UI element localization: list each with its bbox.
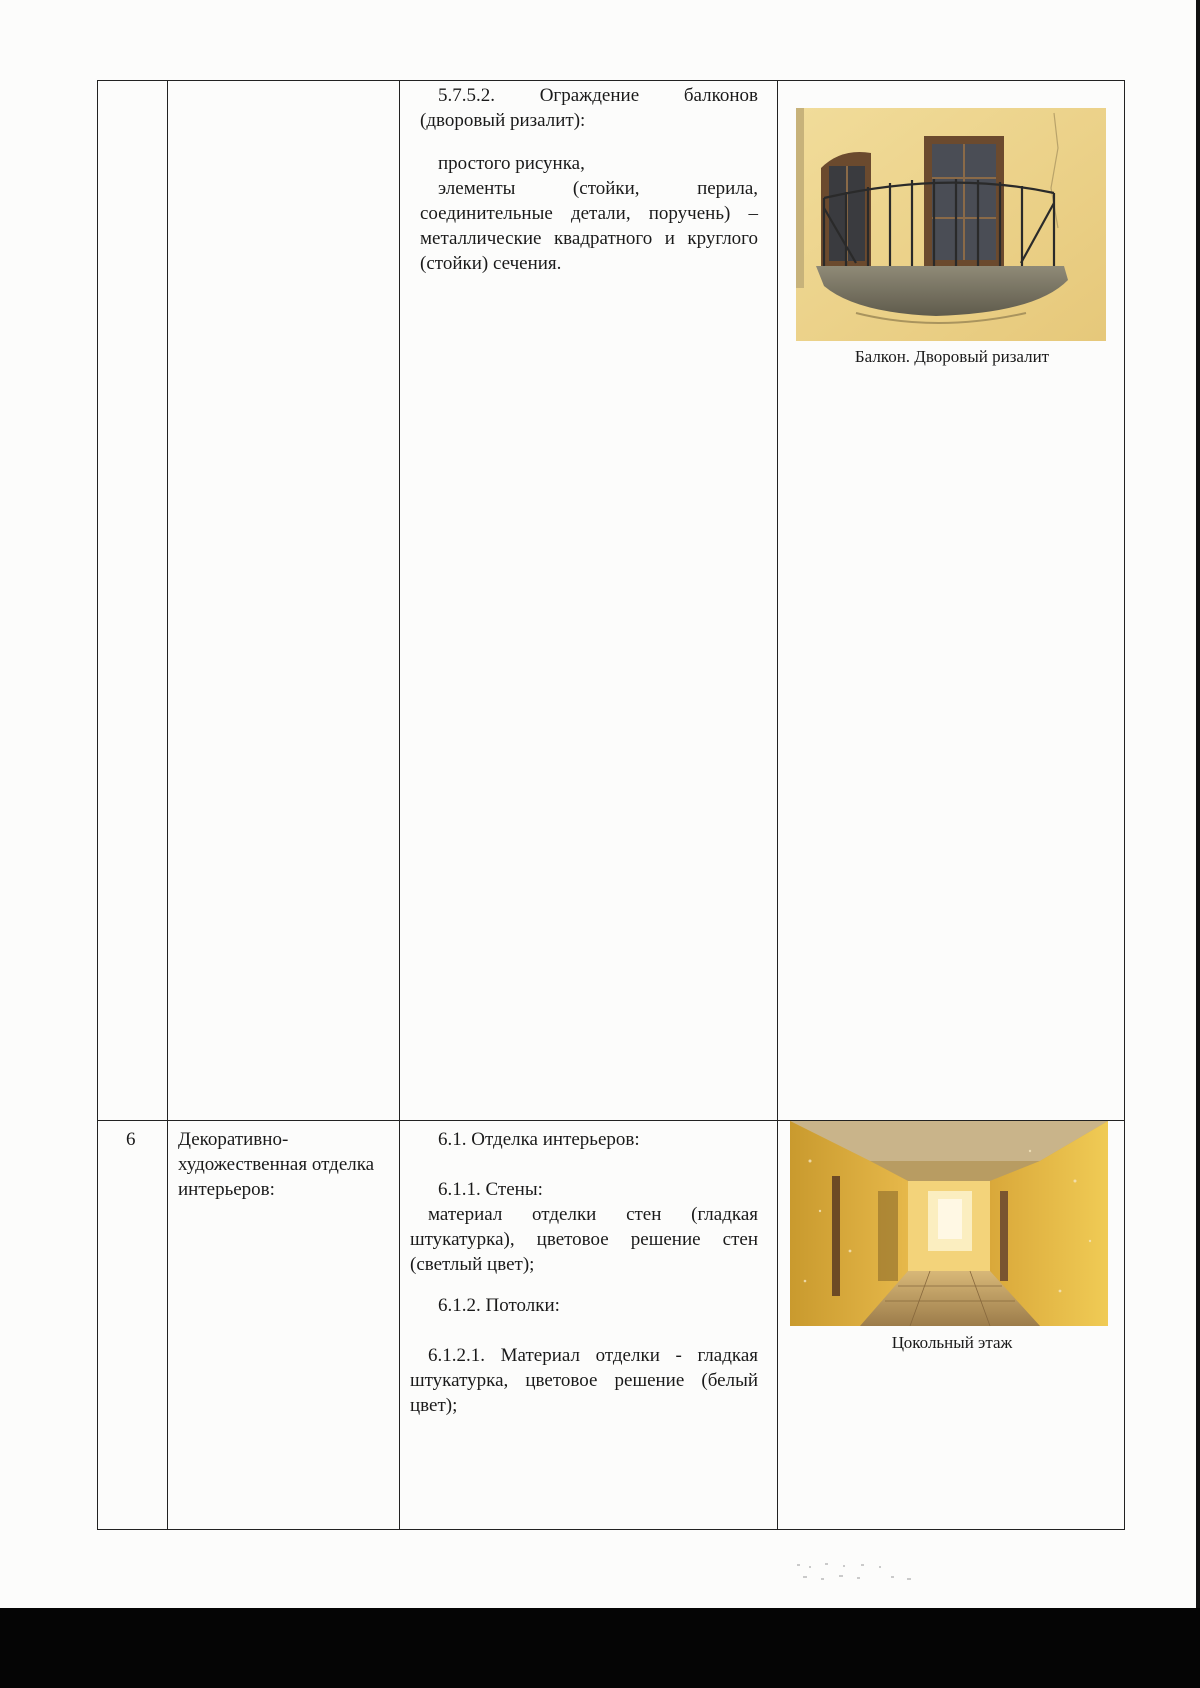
- name-cell: [167, 80, 399, 1120]
- balcony-photo: [796, 108, 1106, 341]
- description-paragraph: простого рисунка,: [438, 153, 585, 174]
- heading-line: 5.7.5.2. Ограждение балконов: [438, 85, 758, 106]
- scan-bottom-band: [0, 1608, 1200, 1688]
- description-paragraph: элементы (стойки, перила, соединительные детали, поручень) – металлические квадратного и круглого (стойки) сечения.: [420, 178, 758, 274]
- element-name: Декоративно-художественная отделка интерьеров:: [178, 1129, 375, 1200]
- table-row: [97, 1120, 1125, 1530]
- row-number: 6: [126, 1129, 136, 1150]
- subsection-title: 6.1.2. Потолки:: [438, 1295, 560, 1316]
- basement-corridor-photo: [790, 1121, 1108, 1326]
- photo-cell: [777, 80, 1125, 1120]
- balcony-heading: [420, 83, 758, 133]
- scan-noise: [795, 1560, 935, 1590]
- table-row: [97, 80, 1125, 1120]
- heading-line: (дворовый ризалит):: [420, 110, 586, 131]
- photo-caption: Балкон. Дворовый ризалит: [854, 347, 1050, 366]
- description-cell: [399, 80, 777, 1120]
- description-cell: [399, 1120, 777, 1530]
- subsection-title: 6.1.1. Стены:: [438, 1179, 543, 1200]
- number-cell: [97, 80, 167, 1120]
- scan-edge: [1196, 0, 1200, 1688]
- monument-description-table: [97, 80, 1125, 1530]
- name-cell: [167, 1120, 399, 1530]
- photo-cell: [777, 1120, 1125, 1530]
- section-title: 6.1. Отделка интерьеров:: [438, 1129, 640, 1150]
- description-paragraph: материал отделки стен (гладкая штукатурка), цветовое решение стен (светлый цвет);: [410, 1204, 758, 1275]
- description-paragraph: 6.1.2.1. Материал отделки - гладкая штукатурка, цветовое решение (белый цвет);: [410, 1345, 758, 1416]
- photo-caption: Цокольный этаж: [891, 1333, 1013, 1352]
- number-cell: [97, 1120, 167, 1530]
